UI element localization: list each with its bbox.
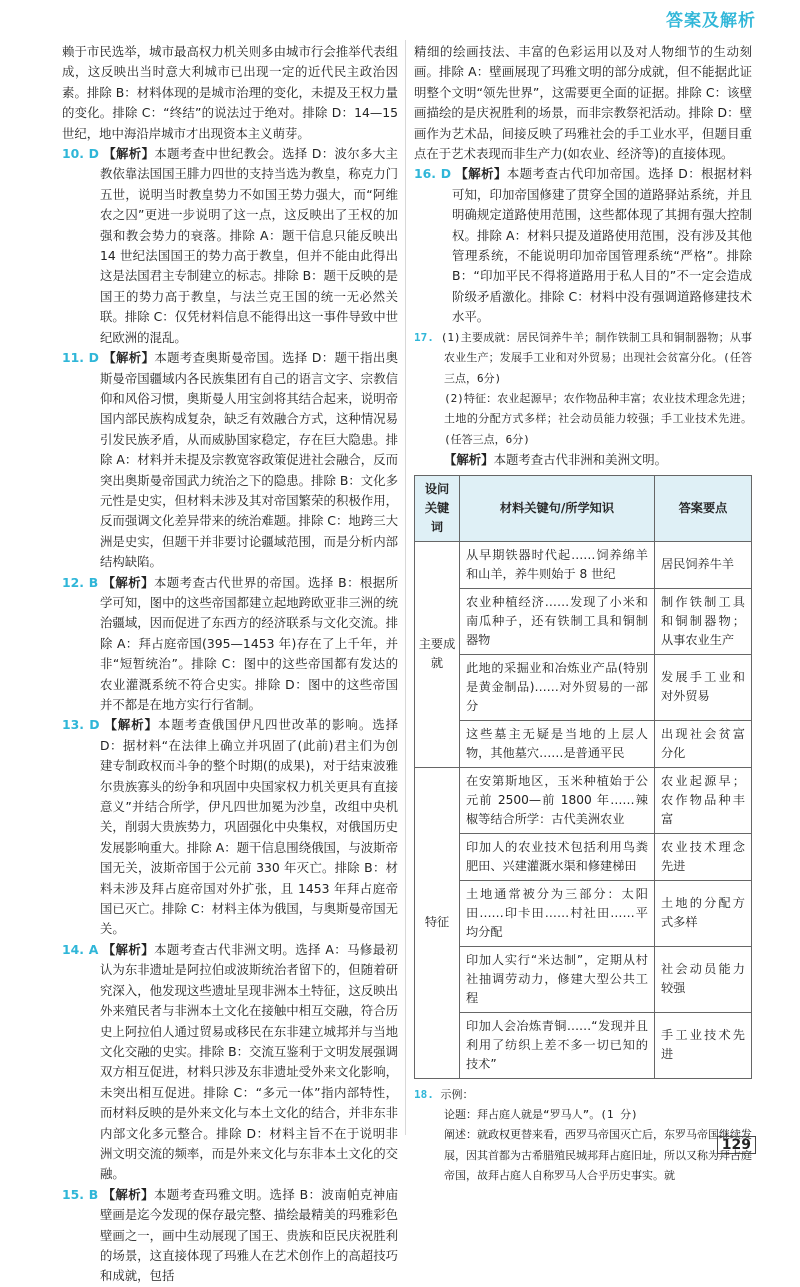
column-divider	[405, 40, 406, 1135]
table-cell-material: 印加人会冶炼青铜……“发现并且利用了纺织上差不多一切已知的技术”	[460, 1012, 655, 1078]
table-cell-answer: 农业起源早；农作物品种丰富	[655, 767, 752, 833]
table-cell-material: 土地通常被分为三部分：太阳田……印卡田……村社田……平均分配	[460, 880, 655, 946]
q18-line-2: 论题：拜占庭人就是“罗马人”。(1 分)	[444, 1107, 638, 1121]
table-cell-answer: 土地的分配方式多样	[655, 880, 752, 946]
section-header: 答案及解析	[666, 11, 756, 31]
table-row	[415, 767, 752, 833]
answer-item-13: 13. D 【解析】本题考查俄国伊凡四世改革的影响。选择 D：据材料“在法律上确立并巩固了(此前)君主们为创建专制政权而斗争的整个时期(的成果)，对于结束波雅尔贵族寡头的纷争和巩固中央国家权力机关更具有直接意义”并结合所学，伊凡四世加冕为沙皇，改组中央机关，削弱大贵族势力，巩固强化中央集权，对俄国历史发展影响重大。排除 A：题干信息围绕俄国，与波斯帝国无关，波斯帝国于公元前 330 年灭亡。排除 B：材料未涉及拜占庭帝国对外扩张，且 1453 年拜占庭帝国已灭亡。排除 C：材料主体为俄国，与奥斯曼帝国无关。	[62, 717, 398, 937]
table-row	[415, 880, 752, 946]
right-column	[414, 42, 752, 1187]
answer-item-17: 17. (1)主要成就：居民饲养牛羊；制作铁制工具和铜制器物；从事农业生产；发展手工业和对外贸易；出现社会贫富分化。(任答三点，6分) (2)特征：农业起源早；农作物品种丰富；农业技术理念先进；土地的分配方式多样；社会动员能力较强；手工业技术先进。(任答三点，6分) 【解析】本题考查古代非洲和美洲文明。	[414, 328, 752, 471]
group-label-achievements: 主要成就	[415, 541, 460, 767]
table-header-keyword: 设问关键词	[415, 475, 460, 541]
table-cell-answer: 出现社会贫富分化	[655, 720, 752, 767]
table-cell-answer: 发展手工业和对外贸易	[655, 654, 752, 720]
table-cell-answer: 农业技术理念先进	[655, 833, 752, 880]
table-header-material: 材料关键句/所学知识	[460, 475, 655, 541]
page-number: 129	[717, 1136, 756, 1154]
left-column	[62, 42, 398, 1287]
table-cell-answer: 居民饲养牛羊	[655, 541, 752, 588]
q18-line-3: 阐述：就政权更替来看，西罗马帝国灭亡后，东罗马帝国继续发展，因其首都为古希腊殖民城邦拜占庭旧址，所以又称为拜占庭帝国，故拜占庭人自称罗马人合乎历史事实。就	[444, 1128, 752, 1183]
q18-line-1: 示例：	[440, 1087, 474, 1101]
table-header-answer: 答案要点	[655, 475, 752, 541]
table-cell-material: 印加人实行“米达制”，定期从村社抽调劳动力，修建大型公共工程	[460, 946, 655, 1012]
answer-item-18: 18. 示例： 论题：拜占庭人就是“罗马人”。(1 分) 阐述：就政权更替来看，西罗马帝国灭亡后，东罗马帝国继续发展，因其首都为古希腊殖民城邦拜占庭旧址，所以又称为拜占庭帝国，故拜占庭人自称罗马人合乎历史事实。就	[414, 1085, 752, 1187]
table-cell-material: 印加人的农业技术包括利用鸟粪肥田、兴建灌溉水渠和修建梯田	[460, 833, 655, 880]
answer-item-10: 10. D 【解析】本题考查中世纪教会。选择 D：波尔多大主教依靠法国国王腓力四世的支持当选为教皇，称克力门五世，说明当时教皇势力不如国王势力强大，而“阿维农之囚”更进一步说明了这一点，这反映出了王权的加强和教会势力的衰落。排除 A：题干信息只能反映出 14 世纪法国国王的势力高于教皇，但并不能由此得出这是法国君主专制建立的标志。排除 B：题干反映的是国王的势力高于教皇，与法兰克王国的统一无必然关联。排除 C：仅凭材料信息不能得出这一事件导致中世纪欧洲的混乱。	[62, 146, 399, 345]
answer-item-15: 15. B 【解析】本题考查玛雅文明。选择 B：波南帕克神庙壁画是迄今发现的保存最完整、描绘最精美的玛雅彩色壁画之一，画中生动展现了国王、贵族和臣民庆祝胜利的场景，这直接体现了玛雅人在艺术创作上的高超技巧和成就，包括	[62, 1186, 398, 1284]
table-cell-material: 在安第斯地区，玉米种植始于公元前 2500—前 1800 年……辣椒等结合所学：古代美洲农业	[460, 767, 655, 833]
table-row	[415, 541, 752, 588]
right-para-0: 精细的绘画技法、丰富的色彩运用以及对人物细节的生动刻画。排除 A：壁画展现了玛雅文明的部分成就，但不能据此证明整个文明“领先世界”，这需要更全面的证据。排除 C：该壁画描绘的是庆祝胜利的场景，而非宗教祭祀活动。排除 D：壁画作为艺术品，间接反映了玛雅社会的手工业水平，但题目重点在于艺术表现而非生产力(如农业、经济等)的直接体现。	[414, 44, 752, 162]
q17-answer-1: (1)主要成就：居民饲养牛羊；制作铁制工具和铜制器物；从事农业生产；发展手工业和对外贸易；出现社会贫富分化。(任答三点，6分)	[440, 330, 753, 385]
answer-item-16: 16. D 【解析】本题考查古代印加帝国。选择 D：根据材料可知，印加帝国修建了贯穿全国的道路驿站系统，并且明确规定道路使用范围，这些都体现了其拥有强大控制权。排除 A：材料只提及道路使用范围，没有涉及其他管理系统，不能说明印加帝国管理系统“严格”。排除 B：“印加平民不得将道路用于私人目的”不一定会造成阶级矛盾激化。排除 C：材料中没有强调道路修建技术水平。	[414, 166, 752, 325]
table-cell-material: 这些墓主无疑是当地的上层人物，其他墓穴……是普通平民	[460, 720, 655, 767]
table-row	[415, 588, 752, 654]
q17-analysis: 【解析】本题考查古代非洲和美洲文明。	[444, 452, 668, 468]
table-cell-material: 从早期铁器时代起……饲养绵羊和山羊，养牛则始于 8 世纪	[460, 541, 655, 588]
table-row	[415, 946, 752, 1012]
table-cell-material: 此地的采掘业和冶炼业产品(特别是黄金制品)……对外贸易的一部分	[460, 654, 655, 720]
answer-item-14: 14. A 【解析】本题考查古代非洲文明。选择 A：马修最初认为东非遗址是阿拉伯或波斯统治者留下的，但随着研究深入，他发现这些遗址呈现非洲本土特征，这反映出外来殖民者与非洲本土文化在接触中相互交融，符合历史上阿拉伯人通过贸易或移民在东非建立城邦并与当地文化交融的史实。排除 B：交流互鉴利于文明发展强调双方相互促进，材料只涉及东非遗址受外来文化影响，未突出相互促进。排除 C：“多元一体”指内部特性，而材料反映的是外来文化与本土文化的结合，并非东非内部文化多元整合。排除 D：材料主旨不在于说明非洲文明交流的频率，而是外来文化与东非本土文化的交融。	[62, 941, 398, 1182]
table-cell-answer: 制作铁制工具和铜制器物；从事农业生产	[655, 588, 752, 654]
answer-item-12: 12. B 【解析】本题考查古代世界的帝国。选择 B：根据所学可知，图中的这些帝国都建立起地跨欧亚非三洲的统治疆域，因而促进了东西方的经济联系与文化交流。排除 A：拜占庭帝国(395—1453 年)存在了上千年，并非“短暂统治”。排除 C：图中的这些帝国都有发达的农业灌溉系统不符合史实。排除 D：图中的这些帝国并不都是在地方实行行省制。	[62, 574, 398, 712]
table-cell-answer: 社会动员能力较强	[655, 946, 752, 1012]
q17-answer-2: (2)特征：农业起源早；农作物品种丰富；农业技术理念先进；土地的分配方式多样；社会动员能力较强；手工业技术先进。(任答三点，6分)	[444, 391, 752, 446]
group-label-features: 特征	[415, 767, 460, 1078]
answer-item-11: 11. D 【解析】本题考查奥斯曼帝国。选择 D：题干指出奥斯曼帝国疆域内各民族集团有自己的语言文字、宗教信仰和风俗习惯，奥斯曼人用宝剑将其结合起来，说明帝国内部民族构成复杂，缺乏有效融合方式，这种情况易引发民族矛盾，从而威胁国家稳定，存在巨大隐患。排除 A：材料并未提及宗教宽容政策促进社会融合，反而突出奥斯曼帝国武力统治之下的隐患。排除 B：文化多元性是史实，但材料未涉及其对帝国繁荣的积极作用，反而强调文化差异带来的统治难题。排除 C：地跨三大洲是史实，但题干并非要讨论疆域范围，而是分析内部结构缺陷。	[62, 350, 399, 570]
left-para-0: 赖于市民选举，城市最高权力机关则多由城市行会推举代表组成，这反映出当时意大利城市已出现一定的近代民主政治因素。排除 B：材料体现的是城市治理的变化，未提及王权力量的变化。排除 C：“终结”的说法过于绝对。排除 D：14—15世纪，地中海沿岸城市才出现资本主义萌芽。	[62, 44, 398, 141]
table-cell-material: 农业种植经济……发现了小米和南瓜种子，还有铁制工具和铜制器物	[460, 588, 655, 654]
table-row	[415, 1012, 752, 1078]
table-row	[415, 720, 752, 767]
table-row	[415, 654, 752, 720]
key-points-table	[414, 475, 752, 1079]
table-row	[415, 833, 752, 880]
table-cell-answer: 手工业技术先进	[655, 1012, 752, 1078]
